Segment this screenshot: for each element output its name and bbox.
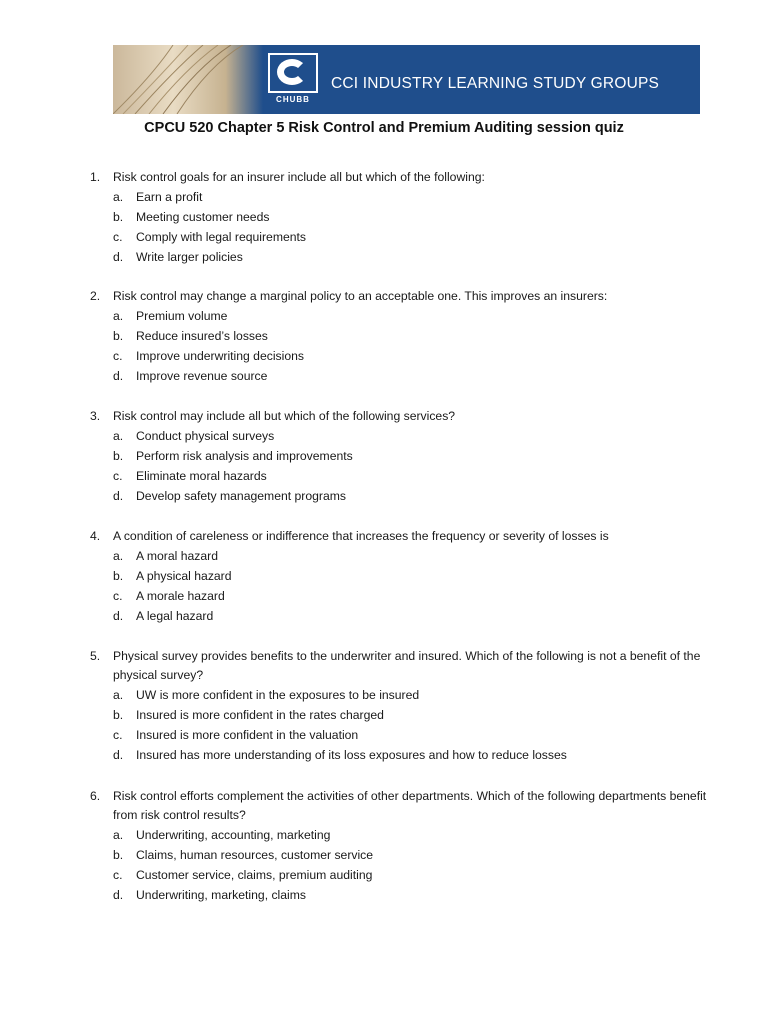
option-letter: c. bbox=[113, 728, 123, 742]
option-d bbox=[0, 367, 768, 387]
option-letter: c. bbox=[113, 349, 123, 363]
question-number: 3. bbox=[90, 409, 101, 423]
option-d bbox=[0, 248, 768, 268]
option-a bbox=[0, 826, 768, 846]
logo-text: CHUBB bbox=[276, 95, 310, 104]
option-a bbox=[0, 686, 768, 706]
option-text: Comply with legal requirements bbox=[136, 230, 307, 244]
option-text: A morale hazard bbox=[136, 589, 225, 603]
question-number: 6. bbox=[90, 789, 101, 803]
option-text: Claims, human resources, customer service bbox=[136, 848, 374, 862]
option-letter: b. bbox=[113, 848, 124, 862]
option-letter: a. bbox=[113, 429, 124, 443]
option-text: Earn a profit bbox=[136, 190, 203, 204]
option-text: Improve revenue source bbox=[136, 369, 268, 383]
option-text: Premium volume bbox=[136, 309, 228, 323]
option-letter: b. bbox=[113, 210, 124, 224]
option-c bbox=[0, 587, 768, 607]
question-text: Risk control goals for an insurer include all but which of the following: bbox=[113, 170, 485, 184]
option-text: Meeting customer needs bbox=[136, 210, 270, 224]
option-c bbox=[0, 726, 768, 746]
option-letter: a. bbox=[113, 309, 124, 323]
question-number: 1. bbox=[90, 170, 101, 184]
option-letter: d. bbox=[113, 250, 124, 264]
question-number: 5. bbox=[90, 649, 101, 663]
header-banner bbox=[113, 45, 700, 114]
option-b bbox=[0, 447, 768, 467]
option-text: Eliminate moral hazards bbox=[136, 469, 267, 483]
option-letter: d. bbox=[113, 888, 124, 902]
option-letter: c. bbox=[113, 868, 123, 882]
option-c bbox=[0, 347, 768, 367]
page-title: CPCU 520 Chapter 5 Risk Control and Premium Auditing session quiz bbox=[144, 120, 624, 136]
chubb-logo bbox=[268, 53, 318, 105]
option-letter: a. bbox=[113, 828, 124, 842]
option-c bbox=[0, 467, 768, 487]
option-text: UW is more confident in the exposures to be insured bbox=[136, 688, 420, 702]
question-number: 4. bbox=[90, 529, 101, 543]
question-text: A condition of careleness or indifference that increases the frequency or severity of losses is bbox=[113, 529, 609, 543]
option-letter: c. bbox=[113, 589, 123, 603]
option-letter: a. bbox=[113, 549, 124, 563]
option-b bbox=[0, 706, 768, 726]
option-d bbox=[0, 746, 768, 766]
option-text: Insured has more understanding of its loss exposures and how to reduce losses bbox=[136, 748, 567, 762]
option-text: Conduct physical surveys bbox=[136, 429, 275, 443]
option-text: Improve underwriting decisions bbox=[136, 349, 304, 363]
option-letter: d. bbox=[113, 748, 124, 762]
option-text: Write larger policies bbox=[136, 250, 243, 264]
option-text: A legal hazard bbox=[136, 609, 214, 623]
banner-heading: CCI INDUSTRY LEARNING STUDY GROUPS bbox=[331, 75, 660, 92]
option-text: Perform risk analysis and improvements bbox=[136, 449, 353, 463]
option-text: Develop safety management programs bbox=[136, 489, 347, 503]
option-d bbox=[0, 487, 768, 507]
option-b bbox=[0, 327, 768, 347]
option-text: A moral hazard bbox=[136, 549, 218, 563]
option-b bbox=[0, 846, 768, 866]
option-b bbox=[0, 567, 768, 587]
option-letter: b. bbox=[113, 708, 124, 722]
option-text: Reduce insured’s losses bbox=[136, 329, 268, 343]
question-text: Risk control efforts complement the activities of other departments. Which of the following departments benefit from risk control results? bbox=[113, 789, 707, 822]
question-text: Physical survey provides benefits to the underwriter and insured. Which of the following is not a benefit of the physical survey? bbox=[113, 649, 701, 682]
option-c bbox=[0, 866, 768, 886]
question-text: Risk control may change a marginal policy to an acceptable one. This improves an insurers: bbox=[113, 289, 608, 303]
option-a bbox=[0, 188, 768, 208]
option-text: Underwriting, marketing, claims bbox=[136, 888, 307, 902]
option-d bbox=[0, 886, 768, 906]
option-text: Customer service, claims, premium auditing bbox=[136, 868, 373, 882]
option-a bbox=[0, 307, 768, 327]
option-text: A physical hazard bbox=[136, 569, 232, 583]
open-book-image bbox=[113, 45, 263, 114]
option-text: Insured is more confident in the valuation bbox=[136, 728, 359, 742]
option-letter: d. bbox=[113, 369, 124, 383]
option-letter: d. bbox=[113, 489, 124, 503]
option-text: Underwriting, accounting, marketing bbox=[136, 828, 331, 842]
option-b bbox=[0, 208, 768, 228]
question-text: Risk control may include all but which of the following services? bbox=[113, 409, 456, 423]
option-letter: d. bbox=[113, 609, 124, 623]
option-c bbox=[0, 228, 768, 248]
option-letter: b. bbox=[113, 329, 124, 343]
option-a bbox=[0, 427, 768, 447]
option-letter: b. bbox=[113, 569, 124, 583]
option-letter: a. bbox=[113, 688, 124, 702]
option-text: Insured is more confident in the rates charged bbox=[136, 708, 384, 722]
option-letter: c. bbox=[113, 469, 123, 483]
option-d bbox=[0, 607, 768, 627]
question-number: 2. bbox=[90, 289, 101, 303]
option-letter: a. bbox=[113, 190, 124, 204]
option-letter: c. bbox=[113, 230, 123, 244]
option-a bbox=[0, 547, 768, 567]
option-letter: b. bbox=[113, 449, 124, 463]
